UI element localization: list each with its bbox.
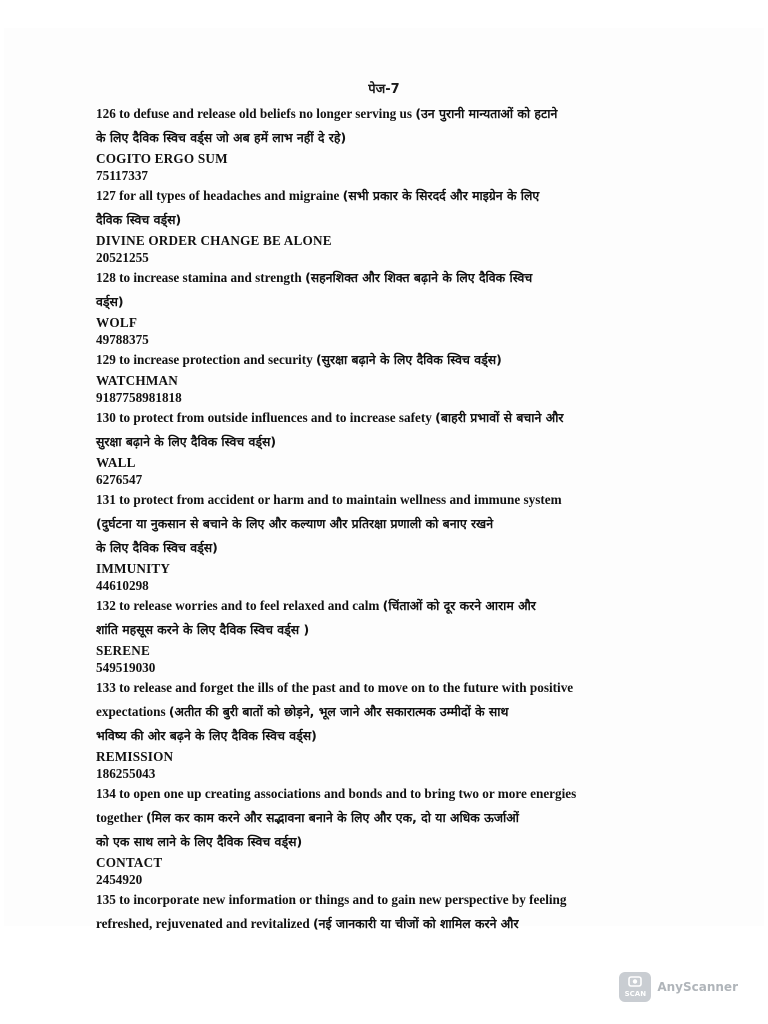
english-text: 129 to increase protection and security	[96, 352, 317, 367]
hindi-text: (नई जानकारी या चीजों को शामिल करने और	[312, 916, 519, 931]
english-text: 135 to incorporate new information or things and to gain new perspective by feeling	[96, 892, 567, 907]
hindi-text: (सभी प्रकार के सिरदर्द और माइग्रेन के लिए	[342, 188, 540, 203]
switchword-number-code: 9187758981818	[96, 390, 182, 405]
switchword-number-code: 75117337	[96, 168, 149, 183]
document-body	[96, 102, 682, 936]
hindi-text: (अतीत की बुरी बातों को छोड़ने, भूल जाने और सकारात्मक उम्मीदों के साथ	[168, 704, 509, 719]
hindi-text: (सुरक्षा बढ़ाने के लिए दैविक स्विच वर्ड्स)	[316, 352, 502, 367]
switchword-entry	[96, 102, 682, 184]
switchword-number-code: 20521255	[96, 250, 149, 265]
switchword-number-code: 2454920	[96, 872, 143, 887]
switchword-entry	[96, 782, 682, 888]
scanner-icon-label: SCAN	[624, 990, 647, 998]
entry-description-line	[96, 782, 682, 806]
hindi-text: वर्ड्स)	[96, 294, 124, 309]
english-text: together	[96, 810, 146, 825]
switchword: SERENE	[96, 643, 150, 658]
english-text: expectations	[96, 704, 169, 719]
switchword-number-code: 44610298	[96, 578, 149, 593]
switchword-entry	[96, 184, 682, 266]
hindi-text: (बाहरी प्रभावों से बचाने और	[435, 410, 564, 425]
entry-description-line	[96, 618, 682, 642]
switchword-number-code: 49788375	[96, 332, 149, 347]
switchword-entry	[96, 488, 682, 594]
switchword: REMISSION	[96, 749, 174, 764]
switchword: WALL	[96, 455, 136, 470]
switchword-entry	[96, 888, 682, 936]
entry-description-line	[96, 676, 682, 700]
entry-description-line	[96, 430, 682, 454]
entry-description-line	[96, 488, 682, 512]
anyscanner-watermark	[619, 972, 738, 1002]
switchword: DIVINE ORDER CHANGE BE ALONE	[96, 233, 332, 248]
english-text: 133 to release and forget the ills of the past and to move on to the future with positive	[96, 680, 574, 695]
english-text: 126 to defuse and release old beliefs no longer serving us	[96, 106, 416, 121]
hindi-text: (सहनशिक्त और शिक्त बढ़ाने के लिए दैविक स्विच	[305, 270, 533, 285]
entry-description-line	[96, 126, 682, 150]
switchword: COGITO ERGO SUM	[96, 151, 228, 166]
hindi-text: (दुर्घटना या नुकसान से बचाने के लिए और कल्याण और प्रतिरक्षा प्रणाली को बनाए रखने	[96, 516, 494, 531]
switchword-entry	[96, 676, 682, 782]
switchword-number-code: 6276547	[96, 472, 143, 487]
hindi-text: के लिए दैविक स्विच वर्ड्स जो अब हमें लाभ नहीं दे रहे)	[96, 130, 347, 145]
entry-description-line	[96, 830, 682, 854]
switchword: WOLF	[96, 315, 138, 330]
english-text: 131 to protect from accident or harm and to maintain wellness and immune system	[96, 492, 562, 507]
switchword: CONTACT	[96, 855, 163, 870]
entry-description-line	[96, 806, 682, 830]
entry-description-line	[96, 700, 682, 724]
hindi-text: के लिए दैविक स्विच वर्ड्स)	[96, 540, 218, 555]
switchword-number-code: 186255043	[96, 766, 156, 781]
entry-description-line	[96, 102, 682, 126]
hindi-text: शांति महसूस करने के लिए दैविक स्विच वर्ड्स )	[96, 622, 310, 637]
english-text: 134 to open one up creating associations and bonds and to bring two or more energies	[96, 786, 577, 801]
switchword: WATCHMAN	[96, 373, 178, 388]
hindi-text: (चिंताओं को दूर करने आराम और	[382, 598, 536, 613]
hindi-text: को एक साथ लाने के लिए दैविक स्विच वर्ड्स)	[96, 834, 303, 849]
entry-description-line	[96, 912, 682, 936]
english-text: 128 to increase stamina and strength	[96, 270, 306, 285]
switchword-entry	[96, 266, 682, 348]
entry-description-line	[96, 512, 682, 536]
watermark-label: AnyScanner	[657, 980, 738, 994]
entry-description-line	[96, 724, 682, 748]
hindi-text: भविष्य की ओर बढ़ने के लिए दैविक स्विच वर्ड्स)	[96, 728, 317, 743]
hindi-text: दैविक स्विच वर्ड्स)	[96, 212, 182, 227]
switchword-number-code: 549519030	[96, 660, 156, 675]
switchword: IMMUNITY	[96, 561, 171, 576]
english-text: 130 to protect from outside influences and to increase safety	[96, 410, 436, 425]
entry-description-line	[96, 184, 682, 208]
entry-description-line	[96, 888, 682, 912]
hindi-text: (उन पुरानी मान्यताओं को हटाने	[415, 106, 558, 121]
english-text: refreshed, rejuvenated and revitalized	[96, 916, 313, 931]
entry-description-line	[96, 536, 682, 560]
entry-description-line	[96, 594, 682, 618]
switchword-entry	[96, 594, 682, 676]
english-text: 127 for all types of headaches and migraine	[96, 188, 343, 203]
switchword-entry	[96, 406, 682, 488]
hindi-text: सुरक्षा बढ़ाने के लिए दैविक स्विच वर्ड्स)	[96, 434, 277, 449]
english-text: 132 to release worries and to feel relaxed and calm	[96, 598, 383, 613]
entry-description-line	[96, 406, 682, 430]
entry-description-line	[96, 208, 682, 232]
switchword-entry	[96, 348, 682, 406]
entry-description-line	[96, 348, 682, 372]
hindi-text: (मिल कर काम करने और सद्भावना बनाने के लिए और एक, दो या अधिक ऊर्जाओं	[145, 810, 519, 825]
entry-description-line	[96, 290, 682, 314]
page-number-label: पेज-7	[368, 82, 400, 97]
scanner-icon	[619, 972, 651, 1002]
entry-description-line	[96, 266, 682, 290]
